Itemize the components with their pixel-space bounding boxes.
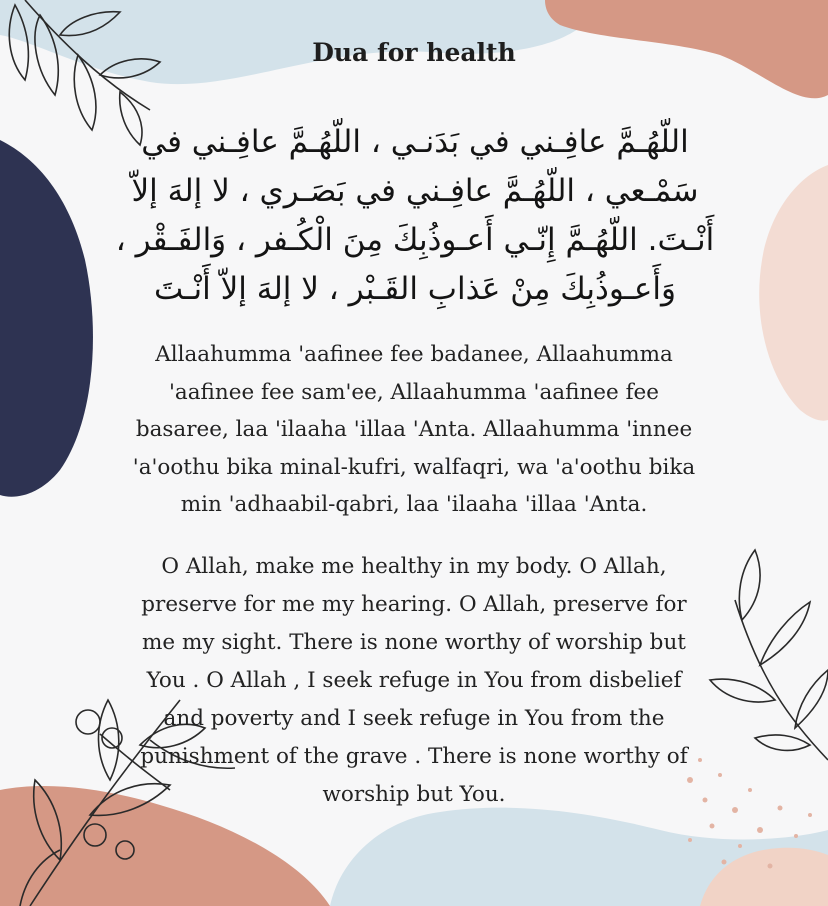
arabic-dua-text: اللّهُـمَّ عافِـني في بَدَنـي ، اللّهُـمَّ عافِـني في سَمْـعي ، اللّهُـمَّ عافِـني في بَصَـري ، لا إلهَ إلاّ أَنْـتَ. اللّهُـمَّ إِنّـي أَعـوذُبِكَ مِنَ الْكُـفر ، وَالفَـقْر ، وَأَعـوذُبِكَ مِنْ عَذابِ القَـبْر ، لا إلهَ إلاّ أَنْـتَ	[115, 124, 715, 307]
blush-blob-right	[759, 165, 828, 421]
transliteration-text: Allaahumma 'aafinee fee badanee, Allaahumma 'aafinee fee sam'ee, Allaahumma 'aafinee fee basaree, laa 'ilaaha 'illaa 'Anta. Allaahumma 'innee 'a'oothu bika minal-kufri, walfaqri, wa 'a'oothu bika min 'adhaabil-qabri, laa 'ilaaha 'illaa 'Anta.	[132, 342, 696, 517]
leaf-branch-icon	[710, 550, 828, 760]
page-title: Dua for health	[312, 38, 516, 67]
translation-text: O Allah, make me healthy in my body. O Allah, preserve for me my hearing. O Allah, preserve for me my sight. There is none worthy of worship but You . O Allah , I seek refuge in You from disbelief and poverty and I seek refuge in You from the punishment of the grave . There is none worthy of worship but You.	[140, 554, 688, 807]
navy-blob-left	[0, 140, 93, 497]
